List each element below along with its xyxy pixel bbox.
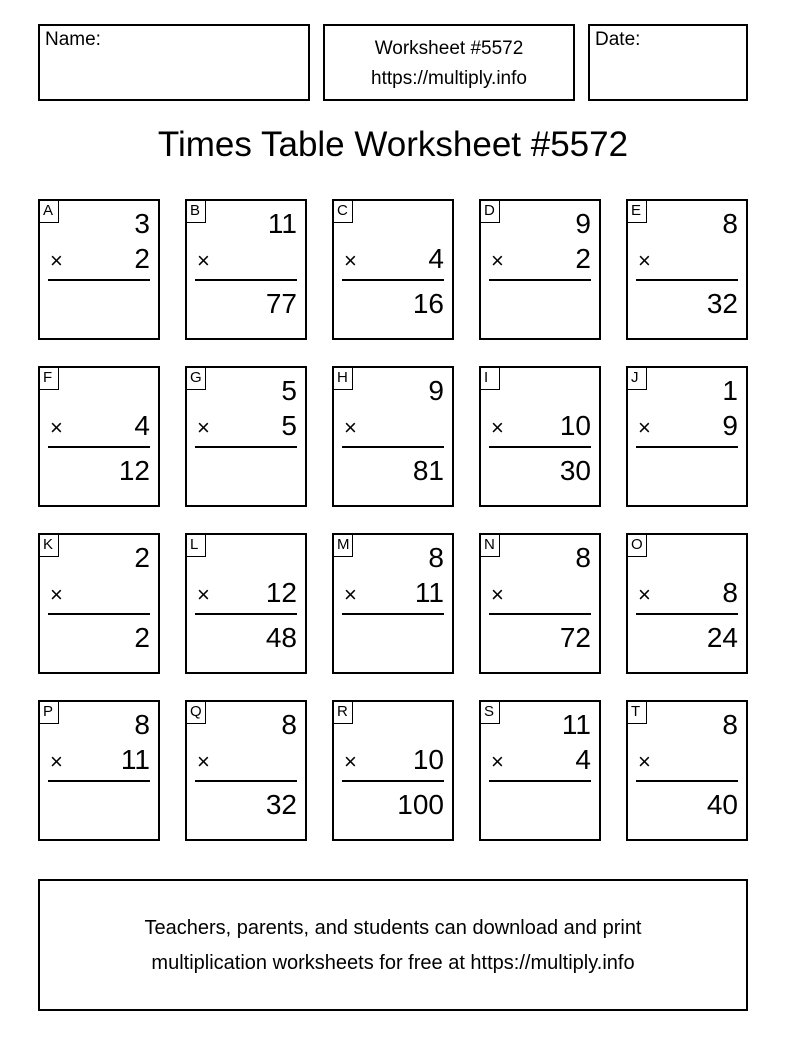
worksheet-url: https://multiply.info (371, 68, 527, 89)
multiplicand: 3 (134, 208, 150, 239)
answer-rule (489, 780, 591, 782)
problem-letter: F (40, 368, 59, 390)
product: 32 (265, 789, 297, 820)
problem-box-e (626, 199, 748, 340)
answer-rule (195, 780, 297, 782)
problem-box-a (38, 199, 160, 340)
multiplier: 11 (120, 744, 150, 775)
product: 40 (706, 789, 738, 820)
times-sign: × (197, 248, 210, 273)
problem-letter: A (40, 201, 59, 223)
answer-rule (195, 279, 297, 281)
multiplier: 5 (281, 410, 297, 441)
multiplicand: 9 (428, 375, 444, 406)
date-label: Date: (595, 29, 641, 50)
problem-letter: J (628, 368, 647, 390)
multiplier: 4 (428, 243, 444, 274)
problem-letter: K (40, 535, 59, 557)
multiplicand: 9 (575, 208, 591, 239)
times-sign: × (638, 248, 651, 273)
multiplier: 10 (412, 744, 444, 775)
multiplier: 4 (575, 744, 591, 775)
multiplier: 2 (575, 243, 591, 274)
problem-letter: E (628, 201, 647, 223)
problem-box-p (38, 700, 160, 841)
times-sign: × (197, 415, 210, 440)
times-sign: × (197, 582, 210, 607)
footer-box (38, 879, 748, 1011)
problem-letter: L (187, 535, 206, 557)
problem-box-b (185, 199, 307, 340)
product: 32 (706, 288, 738, 319)
problem-letter: H (334, 368, 353, 390)
answer-rule (48, 780, 150, 782)
multiplicand: 1 (722, 375, 738, 406)
times-sign: × (491, 749, 504, 774)
problem-box-r (332, 700, 454, 841)
multiplier: 2 (134, 243, 150, 274)
worksheet-number: Worksheet #5572 (374, 38, 524, 59)
product: 72 (559, 622, 591, 653)
problem-box-i (479, 366, 601, 507)
answer-rule (342, 446, 444, 448)
multiplicand: 8 (722, 709, 738, 740)
answer-rule (489, 613, 591, 615)
times-sign: × (638, 582, 651, 607)
multiplicand: 8 (428, 542, 444, 573)
times-sign: × (50, 248, 63, 273)
date-field-box[interactable] (588, 24, 748, 101)
problem-letter: Q (187, 702, 206, 724)
multiplier: 12 (265, 577, 297, 608)
answer-rule (636, 446, 738, 448)
worksheet-info-box (323, 24, 575, 101)
multiplicand: 8 (722, 208, 738, 239)
product: 12 (118, 455, 150, 486)
problem-letter: I (481, 368, 500, 390)
product: 16 (412, 288, 444, 319)
multiplier: 11 (414, 577, 444, 608)
problem-letter: C (334, 201, 353, 223)
problem-box-t (626, 700, 748, 841)
problem-letter: P (40, 702, 59, 724)
problem-box-f (38, 366, 160, 507)
answer-rule (195, 613, 297, 615)
multiplicand: 8 (281, 709, 297, 740)
answer-rule (195, 446, 297, 448)
problem-box-l (185, 533, 307, 674)
multiplicand: 8 (134, 709, 150, 740)
problem-box-c (332, 199, 454, 340)
footer-line-2: multiplication worksheets for free at https://multiply.info (151, 952, 635, 974)
times-sign: × (491, 582, 504, 607)
product: 77 (265, 288, 297, 319)
problem-letter: S (481, 702, 500, 724)
footer-line-1: Teachers, parents, and students can download and print (144, 917, 642, 939)
problem-letter: G (187, 368, 206, 390)
times-sign: × (344, 749, 357, 774)
problem-box-s (479, 700, 601, 841)
problem-box-j (626, 366, 748, 507)
multiplier: 8 (722, 577, 738, 608)
answer-rule (342, 613, 444, 615)
multiplicand: 2 (134, 542, 150, 573)
product: 48 (265, 622, 297, 653)
product: 2 (134, 622, 150, 653)
multiplicand: 5 (281, 375, 297, 406)
times-sign: × (491, 248, 504, 273)
multiplier: 9 (722, 410, 738, 441)
answer-rule (636, 780, 738, 782)
problem-letter: M (334, 535, 353, 557)
name-field-box[interactable] (38, 24, 310, 101)
times-sign: × (344, 582, 357, 607)
multiplier: 10 (559, 410, 591, 441)
problem-letter: O (628, 535, 647, 557)
times-sign: × (197, 749, 210, 774)
problem-box-n (479, 533, 601, 674)
problem-box-h (332, 366, 454, 507)
problem-box-d (479, 199, 601, 340)
times-sign: × (50, 415, 63, 440)
product: 30 (559, 455, 591, 486)
name-label: Name: (45, 29, 101, 50)
times-sign: × (638, 749, 651, 774)
product: 24 (706, 622, 738, 653)
times-sign: × (50, 749, 63, 774)
problem-box-o (626, 533, 748, 674)
times-sign: × (344, 415, 357, 440)
times-sign: × (491, 415, 504, 440)
product: 100 (397, 789, 444, 820)
answer-rule (342, 279, 444, 281)
multiplicand: 11 (267, 208, 297, 239)
answer-rule (48, 279, 150, 281)
product: 81 (412, 455, 444, 486)
answer-rule (636, 613, 738, 615)
problem-letter: N (481, 535, 500, 557)
times-sign: × (50, 582, 63, 607)
answer-rule (48, 613, 150, 615)
multiplier: 4 (134, 410, 150, 441)
problem-letter: T (628, 702, 647, 724)
times-sign: × (344, 248, 357, 273)
problem-box-m (332, 533, 454, 674)
problem-box-k (38, 533, 160, 674)
page-title: Times Table Worksheet #5572 (157, 125, 629, 164)
answer-rule (489, 446, 591, 448)
problem-letter: R (334, 702, 353, 724)
times-sign: × (638, 415, 651, 440)
problem-box-g (185, 366, 307, 507)
answer-rule (342, 780, 444, 782)
problem-letter: D (481, 201, 500, 223)
problem-letter: B (187, 201, 206, 223)
problem-box-q (185, 700, 307, 841)
answer-rule (48, 446, 150, 448)
answer-rule (489, 279, 591, 281)
multiplicand: 8 (575, 542, 591, 573)
multiplicand: 11 (561, 709, 591, 740)
answer-rule (636, 279, 738, 281)
